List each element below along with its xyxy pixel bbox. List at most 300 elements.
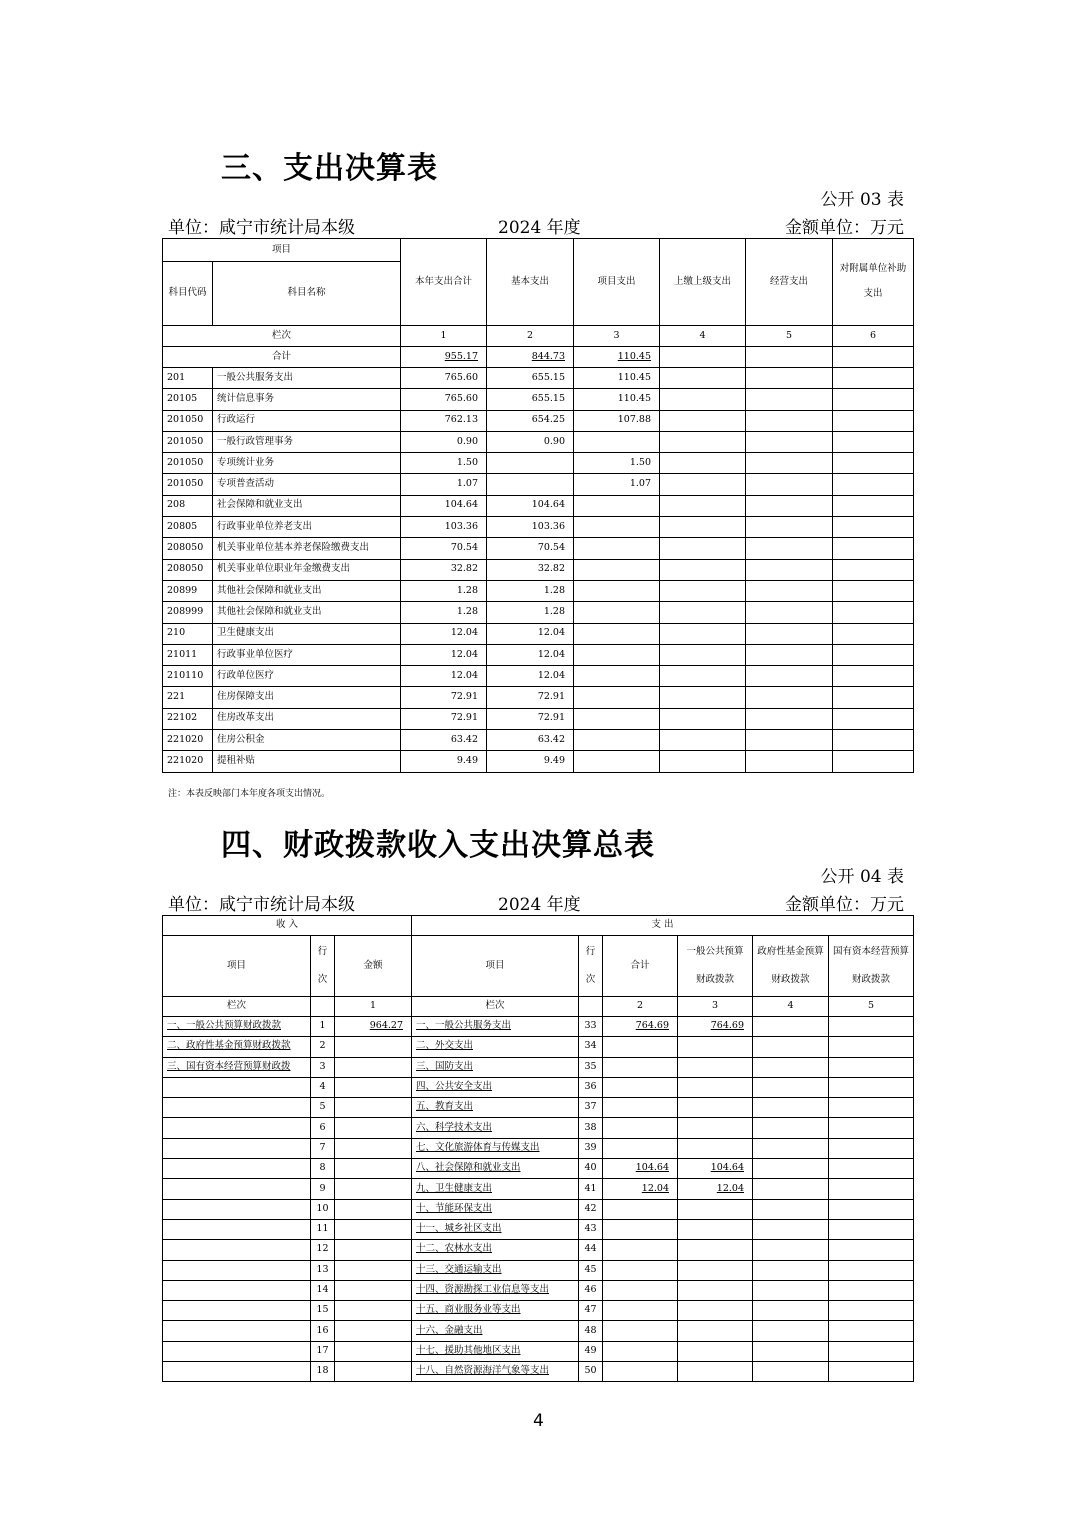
col-num: 5 bbox=[746, 326, 833, 347]
table-row bbox=[163, 1017, 914, 1037]
income-amount: 964.27 bbox=[335, 1017, 412, 1037]
expense-row-no: 36 bbox=[579, 1077, 603, 1097]
amount-cell bbox=[833, 602, 914, 623]
amount-cell bbox=[833, 751, 914, 772]
total-value: 110.45 bbox=[574, 347, 660, 368]
total-value: 844.73 bbox=[487, 347, 574, 368]
expense-row-no: 44 bbox=[579, 1240, 603, 1260]
amount-cell bbox=[660, 453, 746, 474]
amount-cell: 1.28 bbox=[401, 580, 487, 601]
amount-cell: 103.36 bbox=[487, 517, 574, 538]
income-amount bbox=[335, 1321, 412, 1341]
table-row bbox=[163, 1341, 914, 1361]
amount-cell: 0.90 bbox=[401, 431, 487, 452]
amount-cell bbox=[833, 708, 914, 729]
table-row bbox=[163, 1240, 914, 1260]
amount-cell bbox=[746, 580, 833, 601]
header-general: 一般公共预算财政拨款 bbox=[678, 936, 753, 997]
table-row bbox=[163, 1280, 914, 1300]
income-item bbox=[163, 1260, 311, 1280]
subject-code: 208050 bbox=[163, 559, 213, 580]
table-row bbox=[163, 474, 914, 495]
total-row bbox=[163, 347, 914, 368]
amount-cell bbox=[660, 538, 746, 559]
col-num: 2 bbox=[603, 997, 678, 1017]
amount-cell: 12.04 bbox=[487, 644, 574, 665]
income-amount bbox=[335, 1138, 412, 1158]
income-amount bbox=[335, 1280, 412, 1300]
expense-amount bbox=[829, 1037, 914, 1057]
amount-cell bbox=[833, 580, 914, 601]
table-row bbox=[163, 453, 914, 474]
section3-title: 三、支出决算表 bbox=[221, 151, 438, 186]
expense-amount bbox=[753, 1321, 829, 1341]
amount-cell bbox=[574, 623, 660, 644]
expense-amount bbox=[678, 1321, 753, 1341]
expense-amount bbox=[829, 1301, 914, 1321]
expense-item: 四、公共安全支出 bbox=[412, 1077, 579, 1097]
section3-unit: 单位：咸宁市统计局本级 bbox=[168, 218, 355, 238]
subject-code: 221020 bbox=[163, 730, 213, 751]
header-total: 合计 bbox=[603, 936, 678, 997]
table-row bbox=[163, 368, 914, 389]
income-item bbox=[163, 1321, 311, 1341]
expense-amount bbox=[678, 1037, 753, 1057]
expense-amount bbox=[829, 1179, 914, 1199]
table-row bbox=[163, 708, 914, 729]
amount-cell bbox=[833, 644, 914, 665]
header-gov-fund: 政府性基金预算财政拨款 bbox=[753, 936, 829, 997]
expense-row-no: 34 bbox=[579, 1037, 603, 1057]
expense-row-no: 38 bbox=[579, 1118, 603, 1138]
total-value: 955.17 bbox=[401, 347, 487, 368]
expense-item: 二、外交支出 bbox=[412, 1037, 579, 1057]
expense-amount bbox=[753, 1017, 829, 1037]
expense-amount bbox=[753, 1301, 829, 1321]
subject-code: 201050 bbox=[163, 474, 213, 495]
expense-amount bbox=[829, 1280, 914, 1300]
amount-cell bbox=[833, 559, 914, 580]
expense-amount bbox=[829, 1321, 914, 1341]
amount-cell bbox=[746, 602, 833, 623]
income-row-no: 17 bbox=[311, 1341, 335, 1361]
income-amount bbox=[335, 1077, 412, 1097]
header-col-upper: 上缴上级支出 bbox=[660, 239, 746, 326]
income-row-no: 5 bbox=[311, 1098, 335, 1118]
subject-code: 201050 bbox=[163, 410, 213, 431]
section4-money-unit: 金额单位：万元 bbox=[785, 895, 904, 915]
amount-cell bbox=[660, 623, 746, 644]
amount-cell bbox=[574, 687, 660, 708]
income-row-no: 3 bbox=[311, 1057, 335, 1077]
expense-row-no: 46 bbox=[579, 1280, 603, 1300]
amount-cell bbox=[833, 368, 914, 389]
section3-year: 2024 年度 bbox=[498, 218, 581, 238]
subject-name: 行政运行 bbox=[213, 410, 401, 431]
subject-code: 208050 bbox=[163, 538, 213, 559]
subject-name: 行政单位医疗 bbox=[213, 666, 401, 687]
expense-amount bbox=[678, 1057, 753, 1077]
amount-cell bbox=[574, 559, 660, 580]
amount-cell bbox=[746, 708, 833, 729]
income-item bbox=[163, 1077, 311, 1097]
income-row-no: 12 bbox=[311, 1240, 335, 1260]
income-amount bbox=[335, 1057, 412, 1077]
expense-amount bbox=[753, 1037, 829, 1057]
amount-cell: 654.25 bbox=[487, 410, 574, 431]
amount-cell bbox=[746, 474, 833, 495]
amount-cell bbox=[574, 431, 660, 452]
expense-amount bbox=[603, 1280, 678, 1300]
amount-cell bbox=[833, 474, 914, 495]
expense-amount bbox=[678, 1260, 753, 1280]
amount-cell: 110.45 bbox=[574, 368, 660, 389]
amount-cell bbox=[574, 708, 660, 729]
expense-amount bbox=[753, 1341, 829, 1361]
amount-cell bbox=[746, 495, 833, 516]
expense-amount bbox=[678, 1219, 753, 1239]
table-row bbox=[163, 751, 914, 772]
expense-amount bbox=[678, 1138, 753, 1158]
amount-cell: 63.42 bbox=[487, 730, 574, 751]
amount-cell: 63.42 bbox=[401, 730, 487, 751]
header-amount: 金额 bbox=[335, 936, 412, 997]
income-item bbox=[163, 1118, 311, 1138]
expense-amount bbox=[753, 1138, 829, 1158]
amount-cell: 12.04 bbox=[401, 666, 487, 687]
amount-cell: 1.07 bbox=[574, 474, 660, 495]
table-row bbox=[163, 1098, 914, 1118]
income-row-no: 11 bbox=[311, 1219, 335, 1239]
table-row bbox=[163, 602, 914, 623]
table-row bbox=[163, 495, 914, 516]
expense-amount bbox=[603, 1138, 678, 1158]
expense-amount bbox=[603, 1077, 678, 1097]
expense-amount bbox=[753, 1219, 829, 1239]
amount-cell bbox=[833, 730, 914, 751]
amount-cell bbox=[833, 666, 914, 687]
table-row bbox=[163, 1077, 914, 1097]
col-num: 4 bbox=[753, 997, 829, 1017]
amount-cell bbox=[487, 453, 574, 474]
empty-cell bbox=[311, 997, 335, 1017]
table-row bbox=[163, 1037, 914, 1057]
section4-title: 四、财政拨款收入支出决算总表 bbox=[221, 828, 655, 863]
section3-table-code: 公开 03 表 bbox=[820, 190, 904, 210]
subject-name: 行政事业单位养老支出 bbox=[213, 517, 401, 538]
income-amount bbox=[335, 1098, 412, 1118]
expense-amount bbox=[603, 1037, 678, 1057]
expense-amount: 12.04 bbox=[603, 1179, 678, 1199]
amount-cell: 103.36 bbox=[401, 517, 487, 538]
income-amount bbox=[335, 1362, 412, 1382]
amount-cell: 1.28 bbox=[401, 602, 487, 623]
total-value bbox=[746, 347, 833, 368]
expense-item: 八、社会保障和就业支出 bbox=[412, 1159, 579, 1179]
header-col-project: 项目支出 bbox=[574, 239, 660, 326]
expense-amount bbox=[603, 1057, 678, 1077]
table-row bbox=[163, 1138, 914, 1158]
subject-code: 208999 bbox=[163, 602, 213, 623]
total-value bbox=[833, 347, 914, 368]
amount-cell bbox=[833, 687, 914, 708]
expense-item: 十七、援助其他地区支出 bbox=[412, 1341, 579, 1361]
expense-item: 十六、金融支出 bbox=[412, 1321, 579, 1341]
subject-name: 机关事业单位基本养老保险缴费支出 bbox=[213, 538, 401, 559]
income-row-no: 7 bbox=[311, 1138, 335, 1158]
expense-amount bbox=[753, 1240, 829, 1260]
table-row bbox=[163, 580, 914, 601]
expense-row-no: 45 bbox=[579, 1260, 603, 1280]
income-row-no: 4 bbox=[311, 1077, 335, 1097]
table-row bbox=[163, 1219, 914, 1239]
expense-item: 六、科学技术支出 bbox=[412, 1118, 579, 1138]
expense-row-no: 33 bbox=[579, 1017, 603, 1037]
amount-cell bbox=[574, 751, 660, 772]
col-num: 3 bbox=[574, 326, 660, 347]
income-item bbox=[163, 1138, 311, 1158]
expense-item: 十五、商业服务业等支出 bbox=[412, 1301, 579, 1321]
table-row bbox=[163, 538, 914, 559]
expense-amount bbox=[603, 1240, 678, 1260]
expense-row-no: 50 bbox=[579, 1362, 603, 1382]
amount-cell bbox=[660, 687, 746, 708]
amount-cell bbox=[574, 580, 660, 601]
header-state-cap: 国有资本经营预算财政拨款 bbox=[829, 936, 914, 997]
subject-code: 21011 bbox=[163, 644, 213, 665]
expense-amount bbox=[603, 1341, 678, 1361]
expense-item: 七、文化旅游体育与传媒支出 bbox=[412, 1138, 579, 1158]
col-num: 2 bbox=[487, 326, 574, 347]
subject-name: 其他社会保障和就业支出 bbox=[213, 602, 401, 623]
amount-cell: 12.04 bbox=[401, 644, 487, 665]
expense-amount bbox=[829, 1017, 914, 1037]
amount-cell bbox=[746, 431, 833, 452]
header-row-no: 行次 bbox=[311, 936, 335, 997]
section4-table-code: 公开 04 表 bbox=[820, 867, 904, 887]
amount-cell bbox=[574, 602, 660, 623]
subject-name: 统计信息事务 bbox=[213, 389, 401, 410]
amount-cell bbox=[574, 666, 660, 687]
amount-cell: 655.15 bbox=[487, 368, 574, 389]
total-value bbox=[660, 347, 746, 368]
expense-amount bbox=[678, 1341, 753, 1361]
expense-amount bbox=[678, 1301, 753, 1321]
income-amount bbox=[335, 1240, 412, 1260]
income-item: 三、国有资本经营预算财政拨 bbox=[163, 1057, 311, 1077]
table-row bbox=[163, 1362, 914, 1382]
expense-amount bbox=[753, 1280, 829, 1300]
income-amount bbox=[335, 1159, 412, 1179]
expense-amount bbox=[678, 1098, 753, 1118]
header-item: 项目 bbox=[163, 936, 311, 997]
subject-name: 其他社会保障和就业支出 bbox=[213, 580, 401, 601]
income-row-no: 2 bbox=[311, 1037, 335, 1057]
section3-note: 注：本表反映部门本年度各项支出情况。 bbox=[168, 789, 331, 799]
col-num: 3 bbox=[678, 997, 753, 1017]
expense-item: 三、国防支出 bbox=[412, 1057, 579, 1077]
lanci-label: 栏次 bbox=[163, 326, 401, 347]
subject-code: 20105 bbox=[163, 389, 213, 410]
income-item bbox=[163, 1219, 311, 1239]
expense-item: 十四、资源勘探工业信息等支出 bbox=[412, 1280, 579, 1300]
amount-cell bbox=[746, 559, 833, 580]
subject-name: 一般行政管理事务 bbox=[213, 431, 401, 452]
income-row-no: 1 bbox=[311, 1017, 335, 1037]
expense-row-no: 42 bbox=[579, 1199, 603, 1219]
subject-name: 卫生健康支出 bbox=[213, 623, 401, 644]
amount-cell: 765.60 bbox=[401, 368, 487, 389]
amount-cell bbox=[660, 389, 746, 410]
expense-amount bbox=[603, 1219, 678, 1239]
expense-amount: 104.64 bbox=[678, 1159, 753, 1179]
subject-code: 221 bbox=[163, 687, 213, 708]
income-amount bbox=[335, 1037, 412, 1057]
header-subject-code: 科目代码 bbox=[163, 262, 213, 326]
amount-cell: 9.49 bbox=[487, 751, 574, 772]
amount-cell: 762.13 bbox=[401, 410, 487, 431]
income-row-no: 8 bbox=[311, 1159, 335, 1179]
income-item bbox=[163, 1280, 311, 1300]
amount-cell: 12.04 bbox=[487, 666, 574, 687]
expense-row-no: 41 bbox=[579, 1179, 603, 1199]
income-item: 一、一般公共预算财政拨款 bbox=[163, 1017, 311, 1037]
expense-amount bbox=[829, 1260, 914, 1280]
amount-cell: 32.82 bbox=[401, 559, 487, 580]
subject-name: 一般公共服务支出 bbox=[213, 368, 401, 389]
amount-cell bbox=[574, 730, 660, 751]
page-number: 4 bbox=[533, 1411, 544, 1431]
table-row bbox=[163, 1118, 914, 1138]
amount-cell bbox=[660, 751, 746, 772]
subject-code: 201 bbox=[163, 368, 213, 389]
subject-name: 社会保障和就业支出 bbox=[213, 495, 401, 516]
amount-cell bbox=[833, 517, 914, 538]
amount-cell: 1.50 bbox=[401, 453, 487, 474]
table-row bbox=[163, 1199, 914, 1219]
table-row bbox=[163, 410, 914, 431]
amount-cell: 1.28 bbox=[487, 580, 574, 601]
amount-cell bbox=[574, 644, 660, 665]
amount-cell bbox=[746, 751, 833, 772]
income-amount bbox=[335, 1179, 412, 1199]
amount-cell: 1.07 bbox=[401, 474, 487, 495]
expense-item: 十三、交通运输支出 bbox=[412, 1260, 579, 1280]
table-row bbox=[163, 666, 914, 687]
amount-cell bbox=[660, 474, 746, 495]
income-item: 二、政府性基金预算财政拨款 bbox=[163, 1037, 311, 1057]
col-num: 5 bbox=[829, 997, 914, 1017]
table-row bbox=[163, 431, 914, 452]
expense-amount: 764.69 bbox=[603, 1017, 678, 1037]
amount-cell bbox=[746, 389, 833, 410]
expenditure-table bbox=[162, 238, 914, 773]
amount-cell bbox=[660, 368, 746, 389]
amount-cell bbox=[660, 708, 746, 729]
amount-cell bbox=[660, 495, 746, 516]
expense-amount bbox=[603, 1199, 678, 1219]
amount-cell: 9.49 bbox=[401, 751, 487, 772]
amount-cell bbox=[660, 730, 746, 751]
expense-amount bbox=[603, 1321, 678, 1341]
table-row bbox=[163, 389, 914, 410]
section4-year: 2024 年度 bbox=[498, 895, 581, 915]
expense-amount bbox=[753, 1199, 829, 1219]
subject-code: 210110 bbox=[163, 666, 213, 687]
expense-item: 五、教育支出 bbox=[412, 1098, 579, 1118]
expense-amount bbox=[678, 1280, 753, 1300]
income-item bbox=[163, 1301, 311, 1321]
expense-row-no: 37 bbox=[579, 1098, 603, 1118]
amount-cell bbox=[660, 410, 746, 431]
income-row-no: 9 bbox=[311, 1179, 335, 1199]
expense-amount: 12.04 bbox=[678, 1179, 753, 1199]
amount-cell bbox=[833, 389, 914, 410]
header-item-group: 项目 bbox=[163, 239, 401, 262]
income-row-no: 14 bbox=[311, 1280, 335, 1300]
table-row bbox=[163, 1179, 914, 1199]
income-item bbox=[163, 1362, 311, 1382]
exp-lanci-label: 栏次 bbox=[412, 997, 579, 1017]
subject-name: 住房改革支出 bbox=[213, 708, 401, 729]
table-row bbox=[163, 687, 914, 708]
amount-cell: 1.28 bbox=[487, 602, 574, 623]
table-row bbox=[163, 1159, 914, 1179]
amount-cell bbox=[833, 453, 914, 474]
expense-item: 九、卫生健康支出 bbox=[412, 1179, 579, 1199]
amount-cell bbox=[660, 559, 746, 580]
amount-cell bbox=[574, 495, 660, 516]
expense-amount bbox=[678, 1362, 753, 1382]
income-row-no: 13 bbox=[311, 1260, 335, 1280]
expense-row-no: 40 bbox=[579, 1159, 603, 1179]
header-col-business: 经营支出 bbox=[746, 239, 833, 326]
expense-item: 十一、城乡社区支出 bbox=[412, 1219, 579, 1239]
expense-item: 十二、农林水支出 bbox=[412, 1240, 579, 1260]
expense-row-no: 39 bbox=[579, 1138, 603, 1158]
expense-amount bbox=[678, 1199, 753, 1219]
income-row-no: 6 bbox=[311, 1118, 335, 1138]
expense-amount bbox=[603, 1301, 678, 1321]
expense-item: 十、节能环保支出 bbox=[412, 1199, 579, 1219]
section4-unit: 单位：咸宁市统计局本级 bbox=[168, 895, 355, 915]
amount-cell bbox=[746, 644, 833, 665]
amount-cell bbox=[746, 623, 833, 644]
amount-cell bbox=[746, 666, 833, 687]
subject-name: 专项普查活动 bbox=[213, 474, 401, 495]
amount-cell: 70.54 bbox=[487, 538, 574, 559]
header-col-subsidy: 对附属单位补助支出 bbox=[833, 239, 914, 326]
amount-cell bbox=[833, 410, 914, 431]
col-num: 4 bbox=[660, 326, 746, 347]
amount-cell bbox=[660, 580, 746, 601]
amount-cell: 0.90 bbox=[487, 431, 574, 452]
expense-amount bbox=[753, 1077, 829, 1097]
income-row-no: 15 bbox=[311, 1301, 335, 1321]
income-item bbox=[163, 1098, 311, 1118]
amount-cell bbox=[833, 431, 914, 452]
expense-amount bbox=[678, 1077, 753, 1097]
col-num: 1 bbox=[401, 326, 487, 347]
amount-cell bbox=[746, 410, 833, 431]
table-row bbox=[163, 730, 914, 751]
expense-amount bbox=[753, 1260, 829, 1280]
income-amount bbox=[335, 1341, 412, 1361]
subject-name: 提租补贴 bbox=[213, 751, 401, 772]
lanci-label: 栏次 bbox=[163, 997, 311, 1017]
table-row bbox=[163, 644, 914, 665]
amount-cell: 70.54 bbox=[401, 538, 487, 559]
